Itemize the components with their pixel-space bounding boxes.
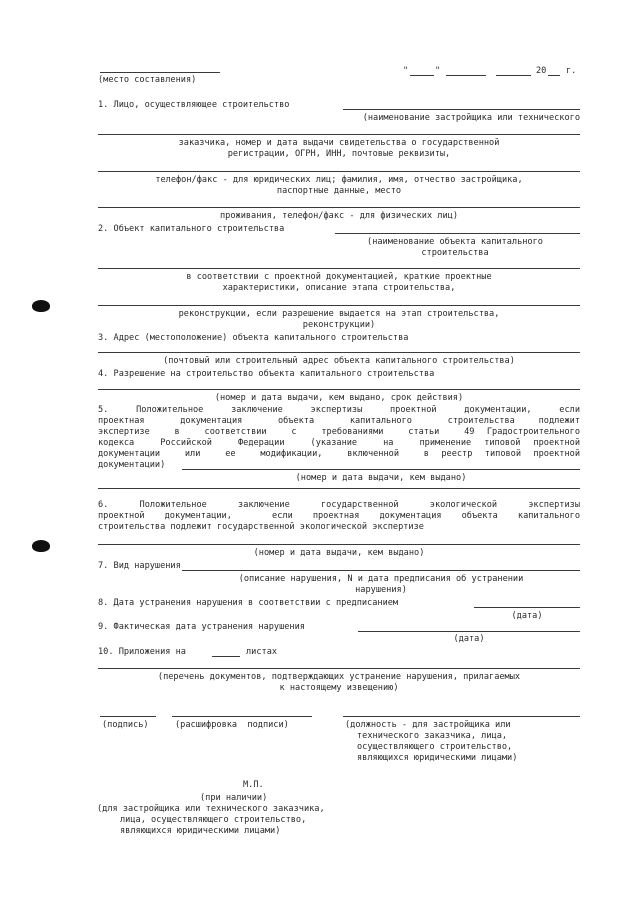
section-5-line-6: документации) <box>98 460 166 470</box>
seal-caption-4: являющихся юридическими лицами) <box>120 826 281 836</box>
date-quote-close: " <box>435 66 441 76</box>
section-5-caption: (номер и дата выдачи, кем выдано) <box>295 473 467 483</box>
section-1-caption-1: (наименование застройщика или технического <box>362 113 580 123</box>
section-2-caption-6: реконструкции) <box>302 320 376 330</box>
date-year-prefix: 20 <box>536 66 547 76</box>
section-2-line-2 <box>98 268 580 269</box>
section-4-caption: (номер и дата выдачи, кем выдано, срок действия) <box>214 393 464 403</box>
date-quote-open: " <box>403 66 409 76</box>
date-year-line <box>548 75 560 76</box>
section-10-count-line <box>212 656 240 657</box>
section-2-caption-1: (наименование объекта капитального <box>367 237 543 247</box>
section-7-caption-1: (описание нарушения, N и дата предписания об устранении <box>238 574 524 584</box>
section-8-line <box>474 607 580 608</box>
section-2-line-1 <box>335 233 580 234</box>
section-8-caption: (дата) <box>511 611 543 621</box>
section-8-label: 8. Дата устранения нарушения в соответствии с предписанием <box>98 598 399 608</box>
section-2-caption-2: строительства <box>421 248 489 258</box>
date-year-suffix: г. <box>566 66 577 76</box>
section-10-prefix: 10. Приложения на <box>98 647 186 657</box>
section-10-caption-1: (перечень документов, подтверждающих устранение нарушения, прилагаемых <box>157 672 521 682</box>
section-6-line <box>98 544 580 545</box>
section-9-label: 9. Фактическая дата устранения нарушения <box>98 622 305 632</box>
section-1-caption-5: паспортные данные, место <box>276 186 402 196</box>
section-3-label: 3. Адрес (местоположение) объекта капитального строительства <box>98 333 409 343</box>
section-9-line <box>358 631 580 632</box>
section-5-line-1: 5. Положительное заключение экспертизы проектной документации, если <box>98 405 580 415</box>
section-3-line <box>98 352 580 353</box>
seal-caption-2: (для застройщика или технического заказчика, <box>97 804 325 814</box>
decode-line <box>172 716 312 717</box>
date-day-line <box>410 75 434 76</box>
signature-caption: (подпись) <box>102 720 149 730</box>
signature-line <box>100 716 156 717</box>
section-10-line <box>98 668 580 669</box>
decode-caption: (расшифровка подписи) <box>175 720 289 730</box>
section-5-separator <box>98 488 580 489</box>
section-5-line-5: документации или ее модификации, включенной в реестр типовой проектной <box>98 449 580 459</box>
section-3-caption: (почтовый или строительный адрес объекта капитального строительства) <box>163 356 515 366</box>
section-6-caption: (номер и дата выдачи, кем выдано) <box>253 548 425 558</box>
section-2-label: 2. Объект капитального строительства <box>98 224 285 234</box>
section-2-caption-3: в соответствии с проектной документацией, краткие проектные <box>186 272 492 282</box>
section-1-line-2 <box>98 134 580 135</box>
section-2-caption-4: характеристики, описание этапа строительства, <box>222 283 456 293</box>
place-caption: (место составления) <box>98 75 197 85</box>
section-1-line-4 <box>98 207 580 208</box>
place-line <box>100 72 220 73</box>
date-month-line <box>446 75 486 76</box>
position-caption-1: (должность - для застройщика или <box>345 720 511 730</box>
section-5-line-4: кодекса Российской Федерации (указание на применение типовой проектной <box>98 438 580 448</box>
section-5-line-2: проектная документация объекта капитального строительства подлежит <box>98 416 580 426</box>
section-10-suffix: листах <box>246 647 278 657</box>
seal-caption-1: (при наличии) <box>200 793 268 803</box>
section-1-caption-3: регистрации, ОГРН, ИНН, почтовые реквизиты, <box>227 149 451 159</box>
section-7-caption-2: нарушения) <box>355 585 407 595</box>
seal-mp: М.П. <box>243 780 264 790</box>
section-2-line-3 <box>98 305 580 306</box>
section-4-line <box>98 389 580 390</box>
section-7-line <box>182 570 580 571</box>
position-line <box>343 716 580 717</box>
section-5-line-3: экспертизе в соответствии с требованиями статьи 49 Градостроительного <box>98 427 580 437</box>
section-5-fill-line <box>182 469 580 470</box>
section-1-label: 1. Лицо, осуществляющее строительство <box>98 100 290 110</box>
section-1-caption-4: телефон/факс - для юридических лиц; фамилия, имя, отчество застройщика, <box>155 175 523 185</box>
seal-caption-3: лица, осуществляющего строительство, <box>120 815 307 825</box>
section-4-label: 4. Разрешение на строительство объекта капитального строительства <box>98 369 435 379</box>
section-6-line-2: проектной документации, если проектная документация объекта капитального <box>98 511 580 521</box>
section-1-line-3 <box>98 171 580 172</box>
section-1-caption-6: проживания, телефон/факс - для физических лиц) <box>220 211 458 221</box>
section-1-caption-2: заказчика, номер и дата выдачи свидетельства о государственной <box>178 138 500 148</box>
position-caption-4: являющихся юридическими лицами) <box>357 753 518 763</box>
section-2-caption-5: реконструкции, если разрешение выдается на этап строительства, <box>178 309 500 319</box>
date-month-line-2 <box>496 75 531 76</box>
position-caption-3: осуществляющего строительство, <box>357 742 513 752</box>
section-1-line-1 <box>343 109 580 110</box>
section-9-caption: (дата) <box>453 634 485 644</box>
binder-hole-mark-top <box>32 300 50 312</box>
position-caption-2: технического заказчика, лица, <box>357 731 508 741</box>
section-10-caption-2: к настоящему извещению) <box>279 683 399 693</box>
section-6-line-3: строительства подлежит государственной экологической экспертизе <box>98 522 424 532</box>
section-6-line-1: 6. Положительное заключение государственной экологической экспертизы <box>98 500 580 510</box>
section-7-label: 7. Вид нарушения <box>98 561 181 571</box>
binder-hole-mark-bottom <box>32 540 50 552</box>
